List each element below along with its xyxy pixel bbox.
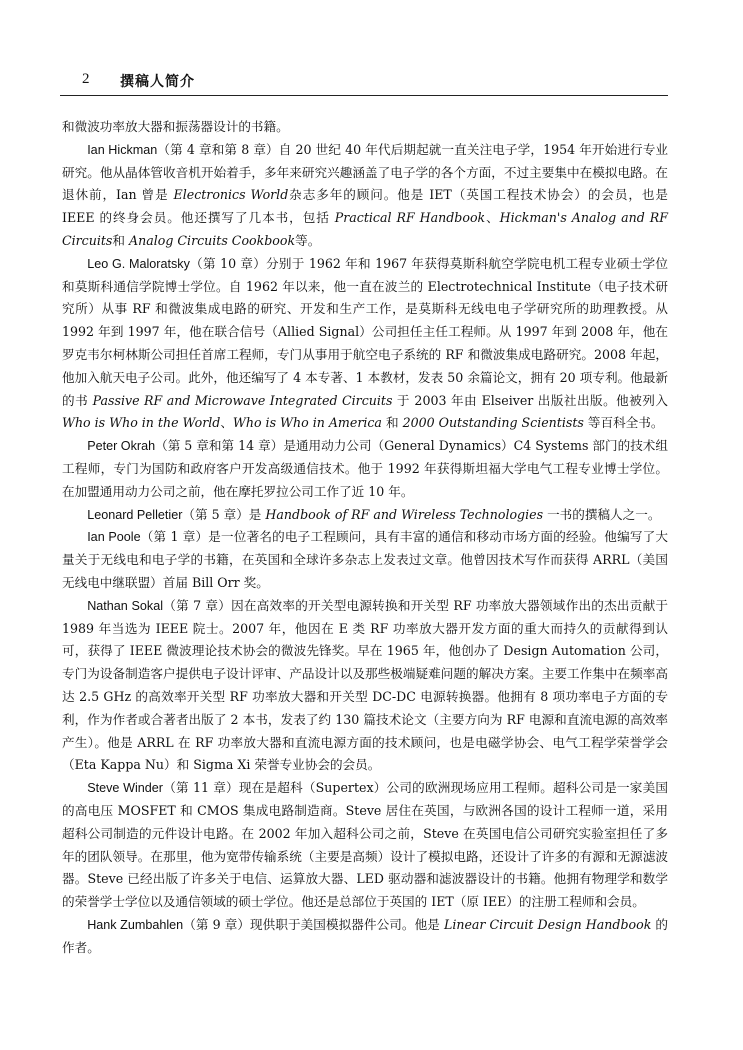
contributor-paragraph — [62, 504, 668, 527]
text-segment: 和 — [381, 415, 403, 431]
text-segment: （第 5 章和第 14 章）是通用动力公司（General Dynamics）C4 Systems 部门的技术组工程师，专门为国防和政府客户开发高级通信技术。他于 1992 年获得斯坦福大学电气工程专业博士学位。在加盟通用动力公司之前，他在摩托罗拉公司工作了近 10 年。 — [62, 438, 668, 499]
header-rule — [60, 95, 668, 96]
text-segment: （第 11 章）现在是超科（Supertex）公司的欧洲现场应用工程师。超科公司是一家美国的高电压 MOSFET 和 CMOS 集成电路制造商。Steve 居住在英国，与欧洲各国的设计工程师一道，采用超科公司制造的元件设计电路。在 2002 年加入超科公司之前，Steve 在英国电信公司研究实验室担任了多年的团队领导。在那里，他为宽带传输系统（主要是高频）设计了模拟电路，还设计了许多的有源和无源滤波器。Steve 已经出版了许多关于电信、运算放大器、LED 驱动器和滤波器设计的书籍。他拥有物理学和数学的荣誉学士学位以及通信领域的硕士学位。他还是总部位于英国的 IET（原 IEE）的注册工程师和会员。 — [62, 780, 669, 910]
contributor-paragraph — [62, 139, 668, 253]
contributor-name: Ian Hickman — [87, 142, 158, 157]
contributor-name: Steve Winder — [87, 781, 163, 796]
page-number: 2 — [82, 71, 90, 87]
contributor-paragraph — [62, 914, 668, 960]
text-segment: （第 4 章和第 8 章）自 20 世纪 40 年代后期起就一直关注电子学，1954 年开始进行专业研究。他从晶体管收音机开始着手，多年来研究兴趣涵盖了电子学的各个方面，不过主要集中在模拟电路。在退休前，Ian 曾是 — [62, 141, 669, 203]
text-segment: 、 — [485, 210, 500, 226]
contributor-paragraph — [62, 435, 668, 503]
text-segment: 杂志多年的顾问。他是 IET（英国工程技术协会）的会员，也是 IEEE 的终身会员。他还撰写了几本书，包括 — [62, 187, 668, 226]
contributor-name: Hank Zumbahlen — [87, 917, 184, 932]
text-segment: 、 — [220, 415, 233, 431]
contributor-paragraph — [62, 595, 668, 777]
book-title: Electronics World — [173, 187, 289, 203]
text-segment: 和微波功率放大器和振荡器设计的书籍。 — [62, 119, 289, 134]
book-title: Who is Who in America — [232, 415, 382, 431]
text-segment: （第 1 章）是一位著名的电子工程顾问，具有丰富的通信和移动市场方面的经验。他编写了大量关于无线电和电子学的书籍，在英国和全球许多杂志上发表过文章。他曾因技术写作而获得 ARRL（美国无线电中继联盟）首届 Bill Orr 奖。 — [62, 529, 668, 590]
text-segment: 等。 — [295, 232, 321, 248]
contributor-name: Leo G. Maloratsky — [87, 256, 190, 271]
book-title: Linear Circuit Design Handbook — [443, 916, 652, 932]
book-title: Hickman's Analog and RF Circuits — [62, 210, 668, 248]
contributor-paragraph — [62, 116, 668, 139]
text-segment: （第 9 章）现供职于美国模拟器件公司。他是 — [183, 916, 444, 932]
book-title: Who is Who in the World — [62, 415, 221, 431]
page-header — [60, 68, 668, 94]
contributor-paragraph — [62, 526, 668, 594]
contributor-name: Peter Okrah — [87, 439, 156, 454]
text-segment: （第 5 章）是 — [182, 506, 266, 522]
text-segment: （第 7 章）因在高效率的开关型电源转换和开关型 RF 功率放大器领域作出的杰出贡献于 1989 年当选为 IEEE 院士。2007 年，他因在 E 类 RF 功率放大器开发方面的重大而持久的贡献得到认可，获得了 IEEE 微波理论技术协会的微波先锋奖。早在 1965 年，他创办了 Design Automation 公司，专门为设备制造客户提供电子设计评审、产品设计以及那些极端疑难问题的解决方案。主要工作集中在频率高达 2.5 GHz 的高效率开关型 RF 功率放大器和开关型 DC-DC 电源转换器。他拥有 8 项功率电子方面的专利，作为作者或合著者出版了 2 本书，发表了约 130 篇技术论文（主要方向为 RF 电源和直流电源的高效率产生）。他是 ARRL 在 RF 功率放大器和直流电源方面的技术顾问，也是电磁学协会、电气工程学荣誉学会（Eta Kappa Nu）和 Sigma Xi 荣誉专业协会的会员。 — [62, 597, 668, 773]
body-text — [62, 116, 668, 959]
book-title: Practical RF Handbook — [334, 210, 486, 226]
text-segment: （第 10 章）分别于 1962 年和 1967 年获得莫斯科航空学院电机工程专业硕士学位和莫斯科通信学院博士学位。自 1962 年以来，他一直在波兰的 Electrotechnical Institute（电子技术研究所）从事 RF 和微波集成电路的研究、开发和生产工作，是莫斯科无线电电子学研究所的助理教授。从 1992 年到 1997 年，他在联合信号（Allied Signal）公司担任主任工程师。从 1997 年到 2008 年，他在罗克韦尔柯林斯公司担任首席工程师，专门从事用于航空电子系统的 RF 和微波集成电路研究。2008 年起，他加入航天电子公司。此外，他还编写了 4 本专著、1 本教材，发表 50 余篇论文，拥有 20 项专利。他最新的书 — [62, 255, 668, 408]
book-title: 2000 Outstanding Scientists — [402, 415, 584, 431]
contributor-name: Ian Poole — [87, 530, 141, 545]
contributor-paragraph — [62, 777, 668, 914]
contributor-name: Nathan Sokal — [87, 598, 164, 613]
text-segment: 一书的撰稿人之一。 — [543, 506, 661, 522]
contributor-name: Leonard Pelletier — [87, 507, 183, 522]
book-title: Passive RF and Microwave Integrated Circuits — [92, 392, 393, 408]
running-title: 撰稿人简介 — [120, 74, 195, 90]
text-segment: 和 — [112, 232, 130, 248]
text-segment: 的作者。 — [62, 916, 668, 955]
text-segment: 于 2003 年由 Elseiver 出版社出版。他被列入 — [392, 392, 668, 408]
book-title: Analog Circuits Cookbook — [129, 232, 296, 248]
text-segment: 等百科全书。 — [583, 415, 664, 431]
book-title: Handbook of RF and Wireless Technologies — [265, 506, 544, 522]
contributor-paragraph — [62, 253, 668, 435]
